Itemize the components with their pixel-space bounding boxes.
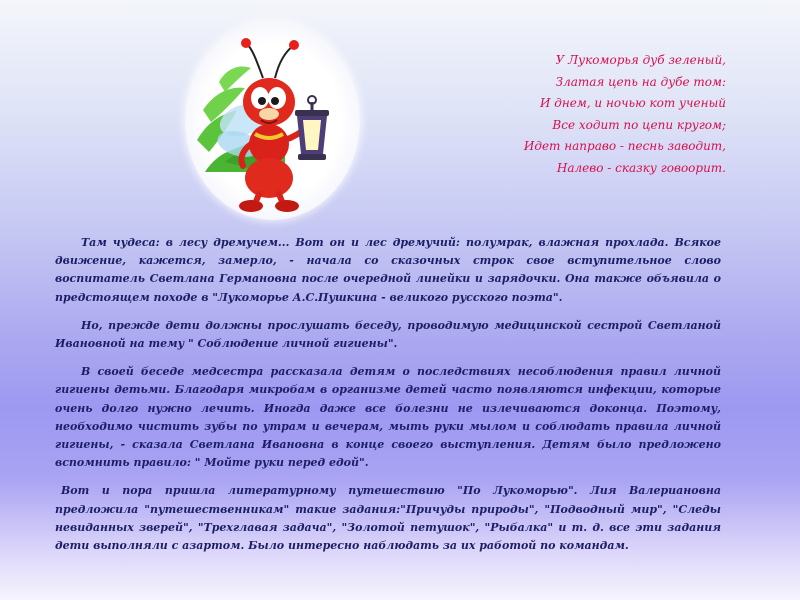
poem-line: Идет направо - песнь заводит, <box>523 139 726 154</box>
poem-line: Златая цепь на дубе том: <box>555 74 726 89</box>
poem-line: Все ходит по цепи кругом; <box>552 117 726 132</box>
paragraph: В своей беседе медсестра рассказала детям о последствиях несоблюдения правил личной гигиены детьми. Благодаря микробам в организме детей часто появляются инфекции, которые очень долго нужно лечить. Иногда даже все болезни не излечиваются доконца. Поэтому, необходимо чистить зубы по утрам и вечерам, мыть руки мылом и соблюдать правила личной гигиены, - сказала Светлана Ивановна в конце своего выступления. Детям было предложено вспомнить правило: " Мойте руки перед едой". <box>55 365 721 470</box>
poem-line: Налево - сказку говоорит. <box>556 160 726 175</box>
poem-line: И днем, и ночью кот ученый <box>539 96 726 111</box>
poem-line: У Лукоморья дуб зеленый, <box>555 53 726 67</box>
paragraph: Вот и пора пришла литературному путешествию "По Лукоморью". Лия Валериановна предложила "путешественникам" такие задания:"Причуды природы", "Подводный мир", "Следы невиданных зверей", "Трехглавая задача", "Золотой петушок", "Рыбалка" и т. д. все эти задания дети выполняли с азартом. Было интересно наблюдать за их работой по командам. <box>55 484 721 553</box>
article-body <box>55 234 721 565</box>
ant-lantern-picture <box>185 22 360 220</box>
poem-block <box>426 50 726 180</box>
cartoon-ant-with-lantern-icon <box>185 22 360 220</box>
paragraph: Там чудеса: в лесу дремучем... Вот он и лес дремучий: полумрак, влажная прохлада. Всякое движение, кажется, замерло, - начала со сказочных строк свое вступительное слово воспитатель Светлана Германовна после очередной линейки и зарядочки. Она также объявила о предстоящем походе в "Лукоморье А.С.Пушкина - великого русского поэта". <box>55 236 721 304</box>
paragraph: Но, прежде дети должны прослушать беседу, проводимую медицинской сестрой Светланой Ивановной на тему " Соблюдение личной гигиены". <box>55 318 721 351</box>
